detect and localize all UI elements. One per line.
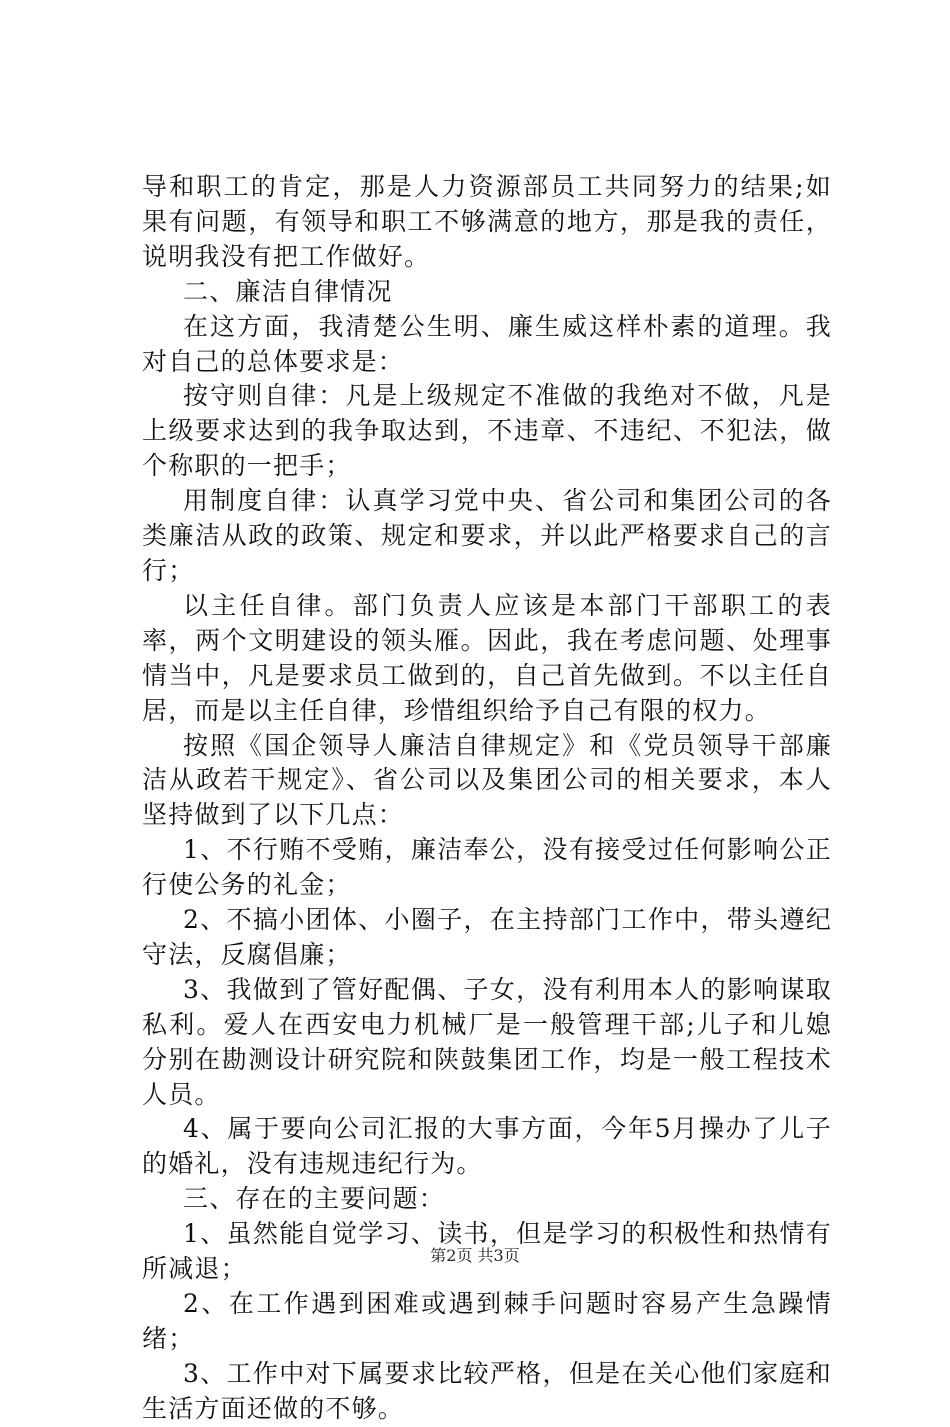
paragraph-1: 导和职工的肯定，那是人力资源部员工共同努力的结果;如果有问题，有领导和职工不够满意的地方，那是我的责任，说明我没有把工作做好。 [142,172,832,271]
list-item-3: 3、我做到了管好配偶、子女，没有利用本人的影响谋取私利。爱人在西安电力机械厂是一般管理干部;儿子和儿媳分别在勘测设计研究院和陕鼓集团工作，均是一般工程技术人员。 [142,974,832,1109]
paragraph-5: 以主任自律。部门负责人应该是本部门干部职工的表率，两个文明建设的领头雁。因此，我在考虑问题、处理事情当中，凡是要求员工做到的，自己首先做到。不以主任自居，而是以主任自律，珍惜组织给予自己有限的权力。 [142,590,832,725]
problem-item-3: 3、工作中对下属要求比较严格，但是在关心他们家庭和生活方面还做的不够。 [142,1358,832,1423]
problem-item-1: 1、虽然能自觉学习、读书，但是学习的积极性和热情有所减退； [142,1219,832,1284]
problem-item-2: 2、在工作遇到困难或遇到棘手问题时容易产生急躁情绪； [142,1289,832,1353]
paragraph-3: 按守则自律：凡是上级规定不准做的我绝对不做，凡是上级要求达到的我争取达到，不违章、不违纪、不犯法，做个称职的一把手； [142,381,832,481]
paragraph-2: 在这方面，我清楚公生明、廉生威这样朴素的道理。我对自己的总体要求是： [142,311,832,376]
section-heading-integrity: 二、廉洁自律情况 [183,276,393,306]
page-number-footer: 第2页 共3页 [430,1246,520,1265]
list-item-1: 1、不行贿不受贿，廉洁奉公，没有接受过任何影响公正行使公务的礼金； [142,835,832,900]
paragraph-6: 按照《国企领导人廉洁自律规定》和《党员领导干部廉洁从政若干规定》、省公司以及集团公司的相关要求，本人坚持做到了以下几点： [142,730,832,830]
document-body [142,170,832,1427]
paragraph-4: 用制度自律：认真学习党中央、省公司和集团公司的各类廉洁从政的政策、规定和要求，并以此严格要求自己的言行； [142,486,832,585]
list-item-4: 4、属于要向公司汇报的大事方面，今年5月操办了儿子的婚礼，没有违规违纪行为。 [142,1114,832,1179]
list-item-2: 2、不搞小团体、小圈子，在主持部门工作中，带头遵纪守法，反腐倡廉； [142,905,832,969]
section-heading-problems: 三、存在的主要问题： [183,1184,446,1214]
